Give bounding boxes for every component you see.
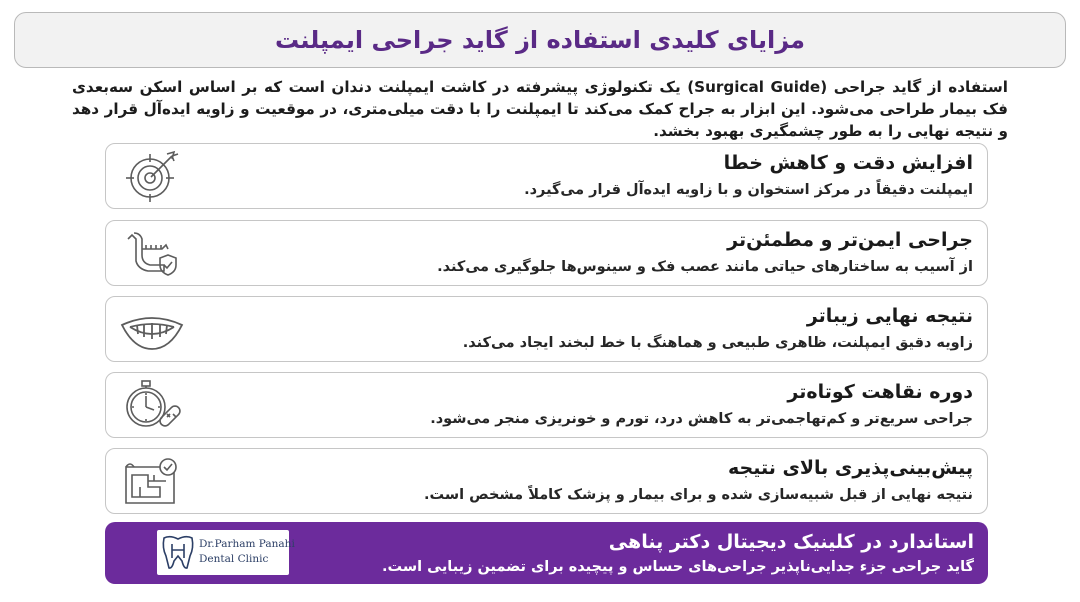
benefit-desc: نتیجه نهایی از قبل شبیه‌سازی شده و برای بیمار و پزشک کاملاً مشخص است. [424,487,973,503]
tooth-logo-icon [161,534,195,571]
title-banner [14,12,1066,68]
benefit-title: افزایش دقت و کاهش خطا [723,152,973,174]
logo-name: Dr.Parham Panahi [199,538,295,550]
banner-title: استاندارد در کلینیک دیجیتال دکتر پناهی [608,531,974,553]
benefit-card-recovery [105,372,988,438]
page-title: مزایای کلیدی استفاده از گاید جراحی ایمپلنت [275,26,806,54]
benefit-desc: جراحی سریع‌تر و کم‌تهاجمی‌تر به کاهش درد، تورم و خونریزی منجر می‌شود. [430,411,973,427]
blueprint-check-icon [114,451,190,511]
benefit-card-precision [105,143,988,209]
benefit-title: پیش‌بینی‌پذیری بالای نتیجه [727,457,973,479]
benefit-desc: زاویه دقیق ایمپلنت، ظاهری طبیعی و هماهنگ با خط لبخند ایجاد می‌کند. [462,335,973,351]
jaw-shield-icon [114,223,190,283]
target-icon [114,146,190,206]
benefit-desc: ایمپلنت دقیقاً در مرکز استخوان و با زاویه ایده‌آل قرار می‌گیرد. [524,182,973,198]
intro-paragraph: استفاده از گاید جراحی (Surgical Guide) یک تکنولوژی پیشرفته در کاشت ایمپلنت دندان است که بر اساس اسکن سه‌بعدی فک بیمار طراحی می‌شود. این ابزار به جراح کمک می‌کند تا ایمپلنت را با دقت میلی‌متری، در موقعیت و زاویه ایده‌آل قرار دهد و نتیجه نهایی را به طور چشمگیری بهبود بخشد. [72,78,1009,140]
benefit-title: جراحی ایمن‌تر و مطمئن‌تر [727,229,973,251]
benefit-title: نتیجه نهایی زیباتر [806,305,973,327]
benefit-card-aesthetic [105,296,988,362]
stopwatch-bandage-icon [114,375,190,435]
benefit-title: دوره نقاهت کوتاه‌تر [787,381,973,403]
logo-subtitle: Dental Clinic [199,553,269,565]
clinic-logo [157,530,295,575]
banner-desc: گاید جراحی جزء جدایی‌ناپذیر جراحی‌های حساس و پیچیده برای تضمین زیبایی است. [382,559,974,575]
benefit-desc: از آسیب به ساختارهای حیاتی مانند عصب فک و سینوس‌ها جلوگیری می‌کند. [437,259,973,275]
smile-icon [114,299,190,359]
benefit-card-safety [105,220,988,286]
benefit-card-predictability [105,448,988,514]
clinic-standard-banner [105,522,988,584]
